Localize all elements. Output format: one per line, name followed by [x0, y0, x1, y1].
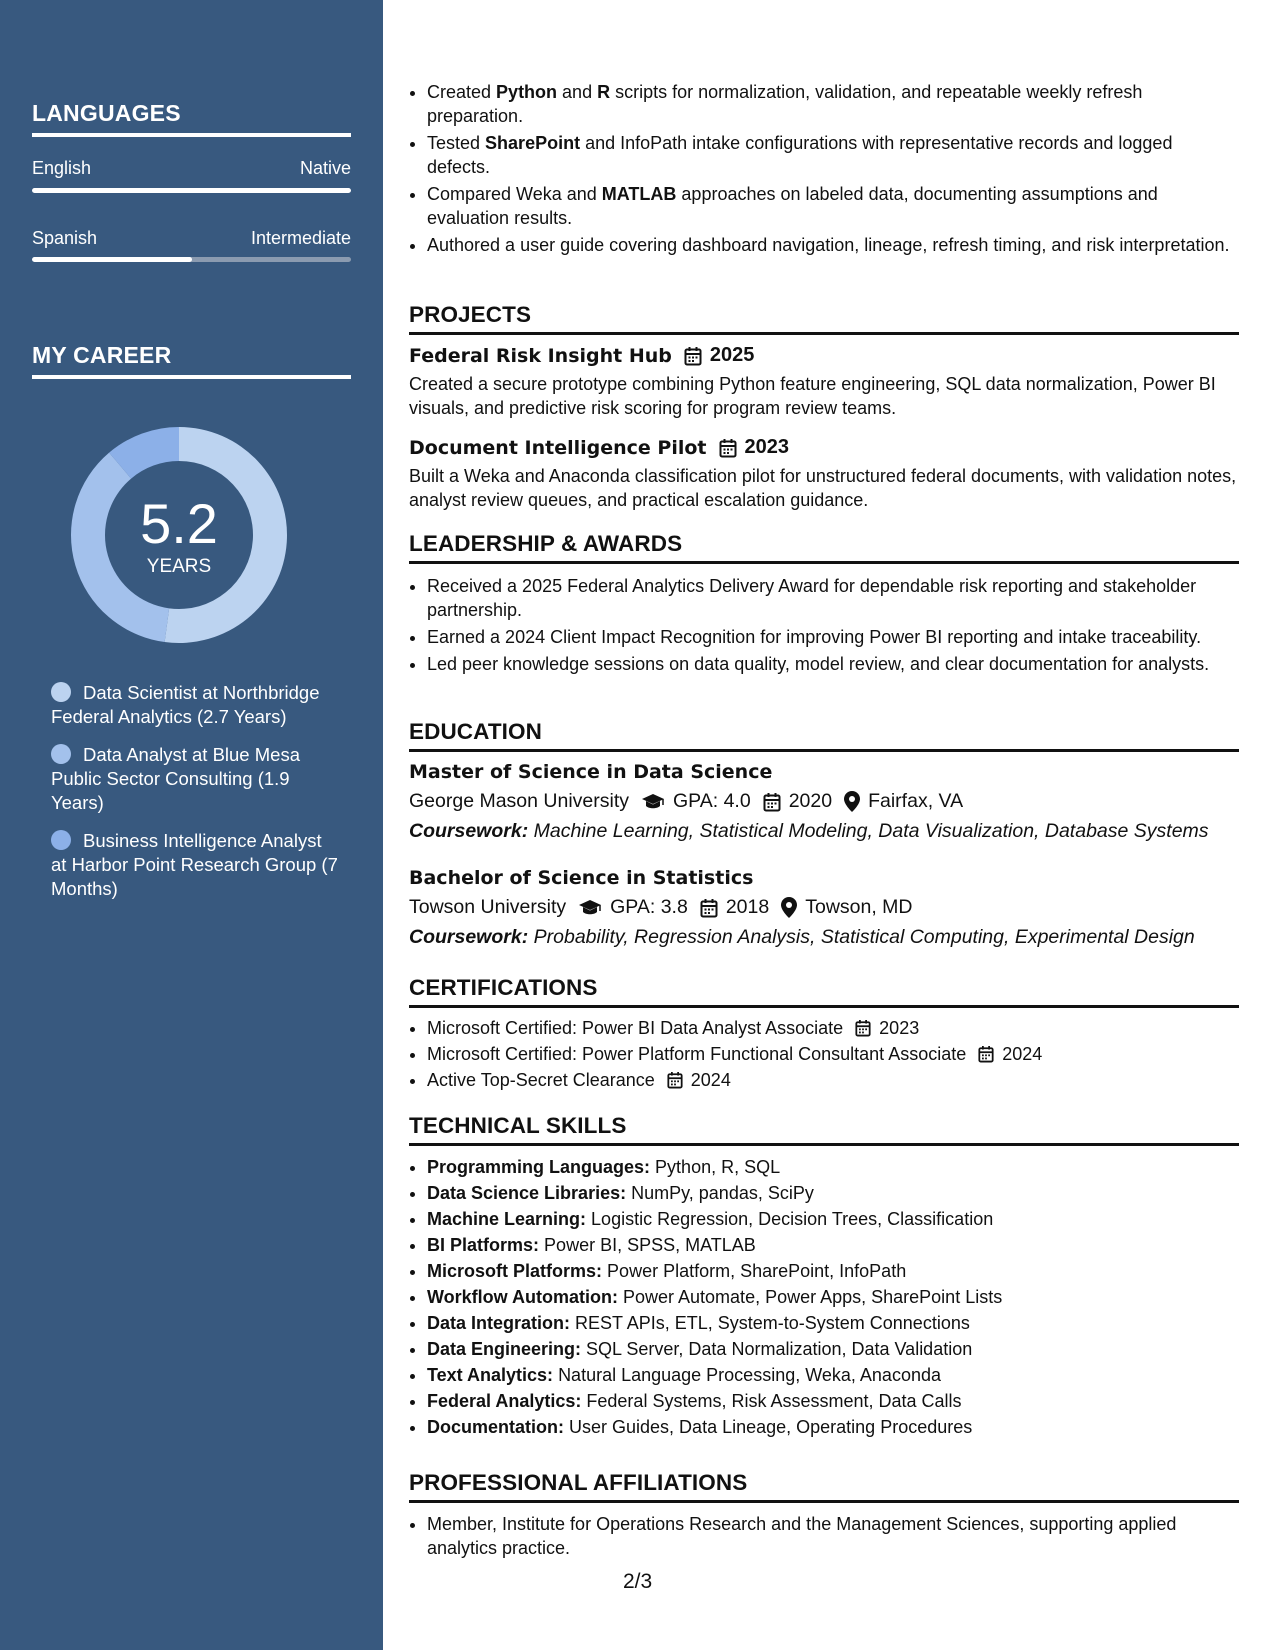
skill-item: • Data Science Libraries: NumPy, pandas, SciPy [427, 1181, 1239, 1205]
language-row [32, 158, 351, 178]
certification-item: • Microsoft Certified: Power BI Data Analyst Associate 2023 [427, 1016, 1239, 1040]
experience-bullet: • Tested SharePoint and InfoPath intake configurations with representative records and logged defects. [427, 131, 1239, 179]
graduation-year: 2020 [788, 790, 833, 812]
skill-item: • Programming Languages: Python, R, SQL [427, 1155, 1239, 1179]
skill-item: • BI Platforms: Power BI, SPSS, MATLAB [427, 1233, 1239, 1257]
skill-item: • Documentation: User Guides, Data Lineage, Operating Procedures [427, 1415, 1239, 1439]
degree-title: Master of Science in Data Science [409, 761, 773, 783]
graduation-year: 2018 [725, 896, 770, 918]
career-item-text: Business Intelligence Analyst at Harbor Point Research Group (7 Months) [51, 830, 338, 899]
project-title-row [409, 436, 1239, 459]
skill-item: • Machine Learning: Logistic Regression, Decision Trees, Classification [427, 1207, 1239, 1231]
languages-heading: LANGUAGES [32, 100, 351, 137]
education-entry [409, 867, 1239, 949]
career-item [51, 829, 341, 901]
education-heading: EDUCATION [409, 719, 1239, 752]
certification-item: • Active Top-Secret Clearance 2024 [427, 1068, 1239, 1092]
career-item-text: Data Analyst at Blue Mesa Public Sector Consulting (1.9 Years) [51, 744, 300, 813]
certifications-heading: CERTIFICATIONS [409, 975, 1239, 1008]
school-location: Fairfax, VA [868, 790, 964, 812]
career-legend-dot [51, 682, 71, 702]
gpa: GPA: 3.8 [610, 896, 688, 918]
leadership-list [409, 574, 1239, 679]
skill-item: • Federal Analytics: Federal Systems, Risk Assessment, Data Calls [427, 1389, 1239, 1413]
project-title: Document Intelligence Pilot [409, 436, 707, 459]
career-legend-dot [51, 830, 71, 850]
calendar-icon [855, 1019, 871, 1037]
career-donut-chart [63, 419, 295, 651]
projects-heading: PROJECTS [409, 302, 1239, 335]
career-unit: YEARS [146, 556, 212, 577]
project-title-row [409, 344, 1239, 367]
skills-list [409, 1155, 1239, 1441]
calendar-icon [684, 346, 702, 366]
main-content [409, 0, 1239, 1650]
affiliations-list [409, 1512, 1239, 1563]
school-name: Towson University [409, 896, 567, 918]
school-name: George Mason University [409, 790, 630, 812]
coursework: Coursework: Machine Learning, Statistical Modeling, Data Visualization, Database Systems [409, 820, 1209, 842]
certifications-list [409, 1016, 1239, 1094]
career-heading: MY CAREER [32, 342, 351, 379]
affiliation-item: • Member, Institute for Operations Research and the Management Sciences, supporting applied analytics practice. [427, 1512, 1239, 1560]
project-title: Federal Risk Insight Hub [409, 344, 672, 367]
language-name: English [32, 158, 92, 178]
skills-heading: TECHNICAL SKILLS [409, 1113, 1239, 1146]
calendar-icon [700, 898, 718, 918]
education-entry [409, 761, 1239, 843]
project-year: 2023 [744, 436, 789, 458]
page-number: 2/3 [623, 1570, 653, 1593]
language-level: Intermediate [250, 228, 351, 248]
language-proficiency-fill [32, 257, 192, 262]
calendar-icon [719, 438, 737, 458]
career-legend-dot [51, 744, 71, 764]
calendar-icon [667, 1071, 683, 1089]
language-row [32, 228, 351, 248]
career-item [51, 743, 341, 815]
map-pin-icon [844, 791, 860, 812]
calendar-icon [978, 1045, 994, 1063]
sidebar [0, 0, 383, 1650]
language-proficiency-fill [32, 188, 351, 193]
calendar-icon [763, 792, 781, 812]
gpa: GPA: 4.0 [673, 790, 751, 812]
graduation-cap-icon [641, 793, 665, 811]
leadership-item: • Led peer knowledge sessions on data quality, model review, and clear documentation for analysts. [427, 652, 1239, 676]
leadership-heading: LEADERSHIP & AWARDS [409, 531, 1239, 564]
certification-item: • Microsoft Certified: Power Platform Functional Consultant Associate 2024 [427, 1042, 1239, 1066]
affiliations-heading: PROFESSIONAL AFFILIATIONS [409, 1470, 1239, 1503]
degree-title: Bachelor of Science in Statistics [409, 867, 754, 889]
skill-item: • Data Engineering: SQL Server, Data Normalization, Data Validation [427, 1337, 1239, 1361]
experience-continued [409, 80, 1239, 260]
project-entry [409, 344, 1239, 420]
project-year: 2025 [709, 344, 755, 366]
experience-bullet: • Compared Weka and MATLAB approaches on labeled data, documenting assumptions and evaluation results. [427, 182, 1239, 230]
language-proficiency-bar [32, 257, 351, 262]
career-item [51, 681, 341, 729]
language-proficiency-bar [32, 188, 351, 193]
school-location: Towson, MD [805, 896, 913, 918]
graduation-cap-icon [578, 899, 602, 917]
language-level: Native [299, 158, 351, 178]
map-pin-icon [781, 897, 797, 918]
career-total: 5.2 [140, 492, 218, 555]
project-description: Built a Weka and Anaconda classification pilot for unstructured federal documents, with validation notes, analyst review queues, and practical escalation guidance. [409, 466, 1237, 510]
skill-item: • Microsoft Platforms: Power Platform, SharePoint, InfoPath [427, 1259, 1239, 1283]
experience-bullet: • Created Python and R scripts for normalization, validation, and repeatable weekly refresh preparation. [427, 80, 1239, 128]
experience-bullet: • Authored a user guide covering dashboard navigation, lineage, refresh timing, and risk interpretation. [427, 233, 1239, 257]
project-entry [409, 436, 1239, 512]
leadership-item: • Received a 2025 Federal Analytics Delivery Award for dependable risk reporting and stakeholder partnership. [427, 574, 1239, 622]
skill-item: • Text Analytics: Natural Language Processing, Weka, Anaconda [427, 1363, 1239, 1387]
project-description: Created a secure prototype combining Python feature engineering, SQL data normalization, Power BI visuals, and predictive risk scoring for program review teams. [409, 374, 1216, 418]
coursework: Coursework: Probability, Regression Analysis, Statistical Computing, Experimental Design [409, 926, 1195, 948]
education-details [409, 896, 1239, 919]
skill-item: • Data Integration: REST APIs, ETL, System-to-System Connections [427, 1311, 1239, 1335]
leadership-item: • Earned a 2024 Client Impact Recognition for improving Power BI reporting and intake traceability. [427, 625, 1239, 649]
education-details [409, 790, 1239, 813]
skill-item: • Workflow Automation: Power Automate, Power Apps, SharePoint Lists [427, 1285, 1239, 1309]
career-item-text: Data Scientist at Northbridge Federal Analytics (2.7 Years) [51, 682, 320, 727]
language-name: Spanish [32, 228, 98, 248]
